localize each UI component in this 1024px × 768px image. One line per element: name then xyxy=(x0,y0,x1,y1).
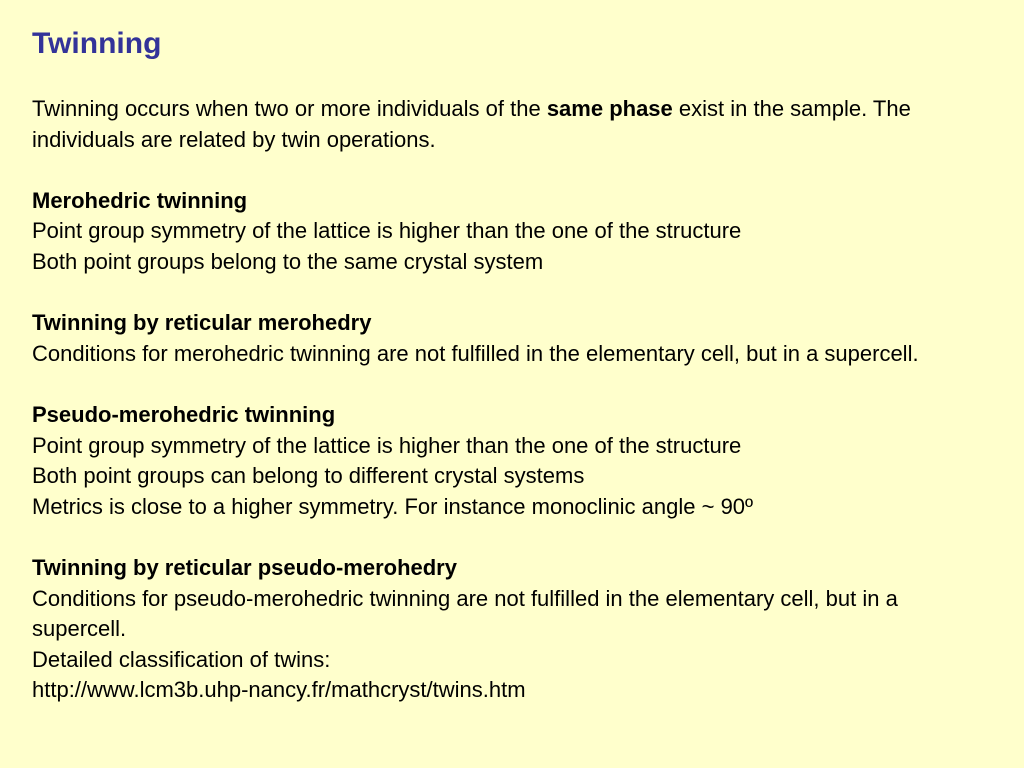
intro-text-before: Twinning occurs when two or more individuals of the xyxy=(32,96,547,121)
section-merohedric xyxy=(32,186,997,278)
section-line: Both point groups can belong to different crystal systems xyxy=(32,463,585,489)
section-line: Metrics is close to a higher symmetry. For instance monoclinic angle ~ 90º xyxy=(32,493,754,519)
section-line: Conditions for merohedric twinning are not fulfilled in the elementary cell, but in a supercell. xyxy=(32,340,919,366)
spacer xyxy=(32,369,997,400)
section-reticular-merohedry xyxy=(32,308,997,369)
section-heading: Pseudo-merohedric twinning xyxy=(32,401,336,427)
section-heading: Twinning by reticular pseudo-merohedry xyxy=(32,554,457,580)
twins-classification-link[interactable]: http://www.lcm3b.uhp-nancy.fr/mathcryst/twins.htm xyxy=(32,677,526,703)
spacer xyxy=(32,522,997,553)
intro-emphasis: same phase xyxy=(546,96,673,121)
section-reticular-pseudo-merohedry xyxy=(32,553,997,706)
spacer xyxy=(32,155,997,186)
section-heading: Merohedric twinning xyxy=(32,187,248,213)
section-pseudo-merohedric xyxy=(32,400,997,522)
section-line: Point group symmetry of the lattice is higher than the one of the structure xyxy=(32,432,742,458)
section-heading: Twinning by reticular merohedry xyxy=(32,310,372,336)
section-line: Conditions for pseudo-merohedric twinning are not fulfilled in the elementary cell, but in a supercell. xyxy=(32,585,898,642)
section-line: Point group symmetry of the lattice is higher than the one of the structure xyxy=(32,218,742,244)
intro-text-after: exist in the sample. The individuals are related by twin operations. xyxy=(32,96,911,152)
intro-paragraph xyxy=(32,94,997,155)
slide-title: Twinning xyxy=(32,27,162,60)
spacer xyxy=(32,278,997,309)
section-line: Both point groups belong to the same crystal system xyxy=(32,248,544,274)
section-line: Detailed classification of twins: xyxy=(32,646,331,672)
slide-body xyxy=(32,94,997,706)
